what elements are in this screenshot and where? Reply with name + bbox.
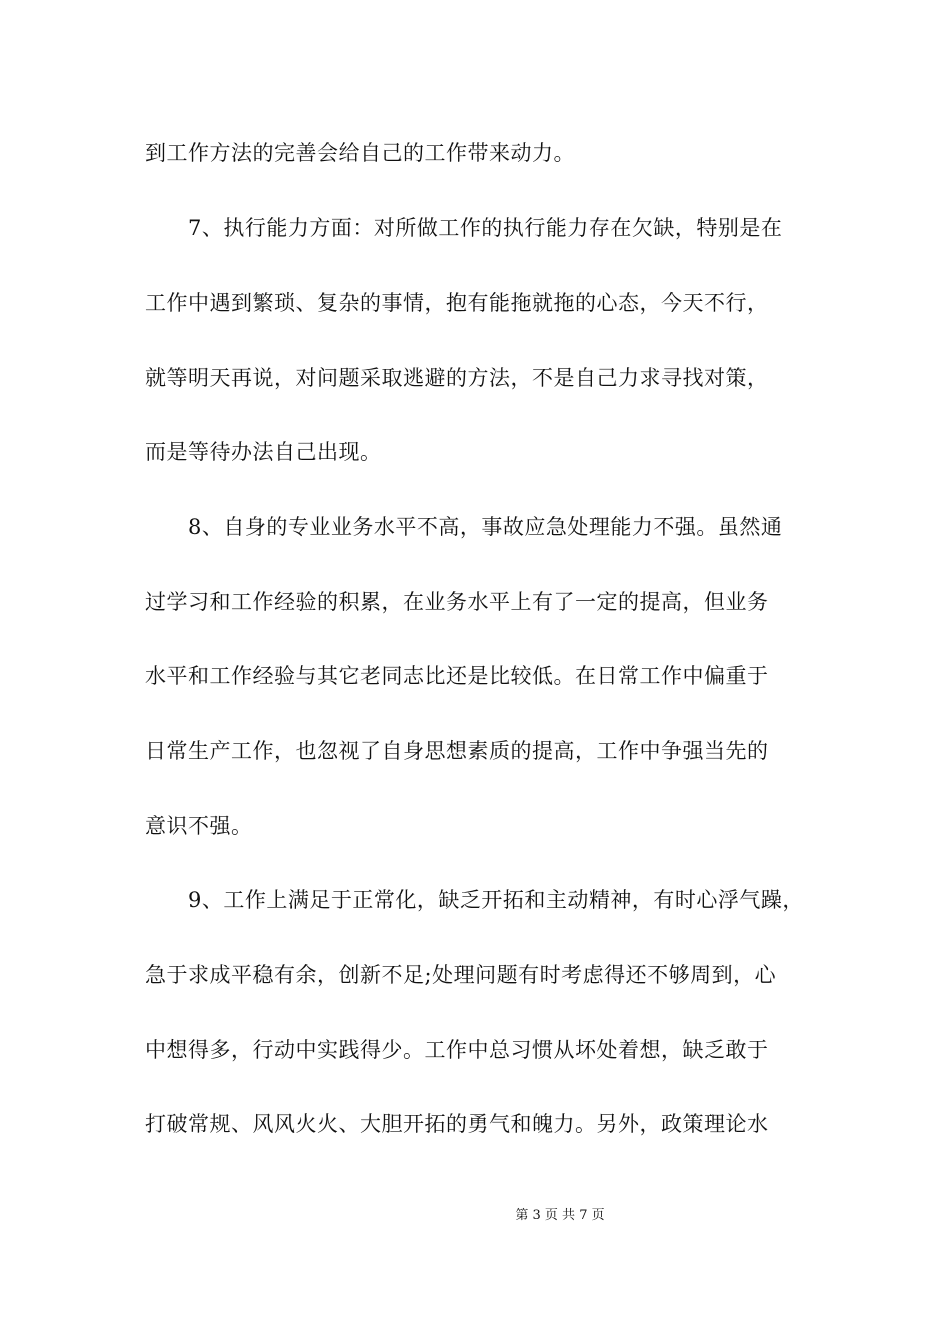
text-line-13: 中想得多，行动中实践得少。工作中总习惯从坏处着想，缺乏敢于: [145, 1038, 769, 1062]
text-line-4: 就等明天再说，对问题采取逃避的方法，不是自己力求寻找对策，: [145, 366, 769, 390]
text-line-9: 日常生产工作，也忽视了自身思想素质的提高，工作中争强当先的: [145, 739, 769, 763]
text-line-10: 意识不强。: [145, 814, 253, 838]
text-line-5: 而是等待办法自己出现。: [145, 440, 382, 464]
text-line-7: 过学习和工作经验的积累，在业务水平上有了一定的提高，但业务: [145, 590, 769, 614]
text-line-8: 水平和工作经验与其它老同志比还是比较低。在日常工作中偏重于: [145, 664, 769, 688]
text-line-2: 7、执行能力方面：对所做工作的执行能力存在欠缺，特别是在: [188, 216, 783, 240]
text-line-1: 到工作方法的完善会给自己的工作带来动力。: [145, 141, 575, 165]
page-number-footer: 第 3 页 共 7 页: [515, 1208, 605, 1223]
text-line-6: 8、自身的专业业务水平不高，事故应急处理能力不强。虽然通: [188, 515, 783, 539]
text-line-11: 9、工作上满足于正常化，缺乏开拓和主动精神，有时心浮气躁，: [188, 888, 804, 912]
text-line-14: 打破常规、风风火火、大胆开拓的勇气和魄力。另外，政策理论水: [145, 1112, 769, 1136]
text-line-3: 工作中遇到繁琐、复杂的事情，抱有能拖就拖的心态，今天不行，: [145, 291, 769, 315]
text-line-12: 急于求成平稳有余，创新不足;处理问题有时考虑得还不够周到，心: [145, 963, 777, 987]
